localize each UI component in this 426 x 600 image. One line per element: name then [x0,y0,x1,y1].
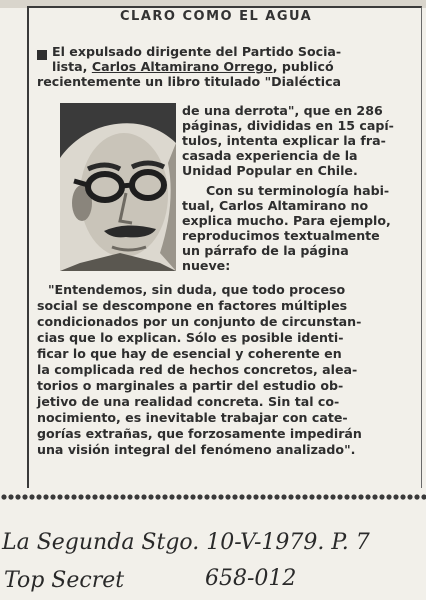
separator-dot [295,494,300,499]
separator-dot [106,494,111,499]
separator-dot [323,494,328,499]
text-line-6: tulos, intenta explicar la fra- [182,133,386,148]
paragraph-bullet-icon [37,50,47,60]
separator-dot [372,494,377,499]
separator-dot [64,494,69,499]
separator-dot [218,494,223,499]
separator-dot [120,494,125,499]
separator-dot [302,494,307,499]
separator-dot [50,494,55,499]
separator-dot [316,494,321,499]
separator-dot [239,494,244,499]
separator-dot [57,494,62,499]
handwritten-code: 658-012 [205,566,297,591]
separator-dot [8,494,13,499]
text-line-2-start: lista, [52,59,92,74]
separator-dot [407,494,412,499]
separator-dot [134,494,139,499]
dotted-separator-graphic [0,490,426,503]
separator-dot [78,494,83,499]
separator-dot [99,494,104,499]
separator-dot [71,494,76,499]
separator-dot [85,494,90,499]
quote-line-6: la complicada red de hechos concretos, alea- [37,362,358,377]
quote-line-3: condicionados por un conjunto de circunstan- [37,314,362,329]
separator-dot [232,494,237,499]
separator-dot [113,494,118,499]
separator-dot [379,494,384,499]
text-line-2 [52,59,334,74]
separator-dot [176,494,181,499]
separator-dot [155,494,160,499]
separator-dot [197,494,202,499]
separator-dot [162,494,167,499]
separator-dot [421,494,426,499]
separator-dot [148,494,153,499]
article-title: CLARO COMO EL AGUA [120,9,313,24]
handwritten-source-note: La Segunda Stgo. 10-V-1979. P. 7 [2,530,370,555]
separator-dot [253,494,258,499]
separator-dot [260,494,265,499]
quote-line-7: torios o marginales a partir del estudio ob- [37,378,344,393]
quote-line-2: social se descompone en factores múltiples [37,298,348,313]
separator-dot [288,494,293,499]
separator-dot [190,494,195,499]
quote-line-11: una visión integral del fenómeno analizado". [37,442,356,457]
separator-dot [225,494,230,499]
separator-dot [15,494,20,499]
separator-dot [414,494,419,499]
separator-dot [365,494,370,499]
separator-dot [246,494,251,499]
separator-dot [211,494,216,499]
text-line-1: El expulsado dirigente del Partido Socia- [52,44,342,59]
separator-dot [22,494,27,499]
text-line-5: páginas, divididas en 15 capí- [182,118,394,133]
text-line-14: nueve: [182,258,231,273]
separator-dot [344,494,349,499]
separator-dot [1,494,6,499]
dotted-separator [0,489,426,503]
separator-dot [351,494,356,499]
quote-line-10: gorías extrañas, que forzosamente impedirán [37,426,362,441]
quote-line-8: jetivo de una realidad concreta. Sin tal co- [37,394,340,409]
separator-dot [43,494,48,499]
separator-dot [92,494,97,499]
quote-line-4: cias que lo explican. Sólo es posible identi- [37,330,344,345]
author-name-underlined: Carlos Altamirano Orrego [91,59,273,74]
separator-dot [393,494,398,499]
separator-dot [127,494,132,499]
separator-dot [204,494,209,499]
portrait-image [60,103,176,271]
separator-dot [274,494,279,499]
text-line-7: casada experiencia de la [182,148,358,163]
separator-dot [267,494,272,499]
text-line-8: Unidad Popular en Chile. [182,163,358,178]
separator-dot [400,494,405,499]
quote-line-5: ficar lo que hay de esencial y coherente en [37,346,342,361]
separator-dot [386,494,391,499]
text-line-12: reproducimos textualmente [182,228,380,243]
text-line-11: explica mucho. Para ejemplo, [182,213,391,228]
text-line-2-end: , publicó [272,59,334,74]
separator-dot [309,494,314,499]
separator-dot [281,494,286,499]
author-portrait-photo [60,103,176,271]
separator-dot [183,494,188,499]
quote-line-1: "Entendemos, sin duda, que todo proceso [48,282,346,297]
handwritten-label: Top Secret [4,568,125,593]
text-line-13: un párrafo de la página [182,243,349,258]
separator-dot [29,494,34,499]
text-line-10: tual, Carlos Altamirano no [182,198,369,213]
separator-dot [358,494,363,499]
text-line-4: de una derrota", que en 286 [182,103,383,118]
quote-line-9: nocimiento, es inevitable trabajar con cate- [37,410,348,425]
separator-dot [337,494,342,499]
separator-dot [169,494,174,499]
separator-dot [36,494,41,499]
separator-dot [141,494,146,499]
text-line-3: recientemente un libro titulado "Dialéctica [37,74,342,89]
text-line-9: Con su terminología habi- [206,183,390,198]
separator-dot [330,494,335,499]
